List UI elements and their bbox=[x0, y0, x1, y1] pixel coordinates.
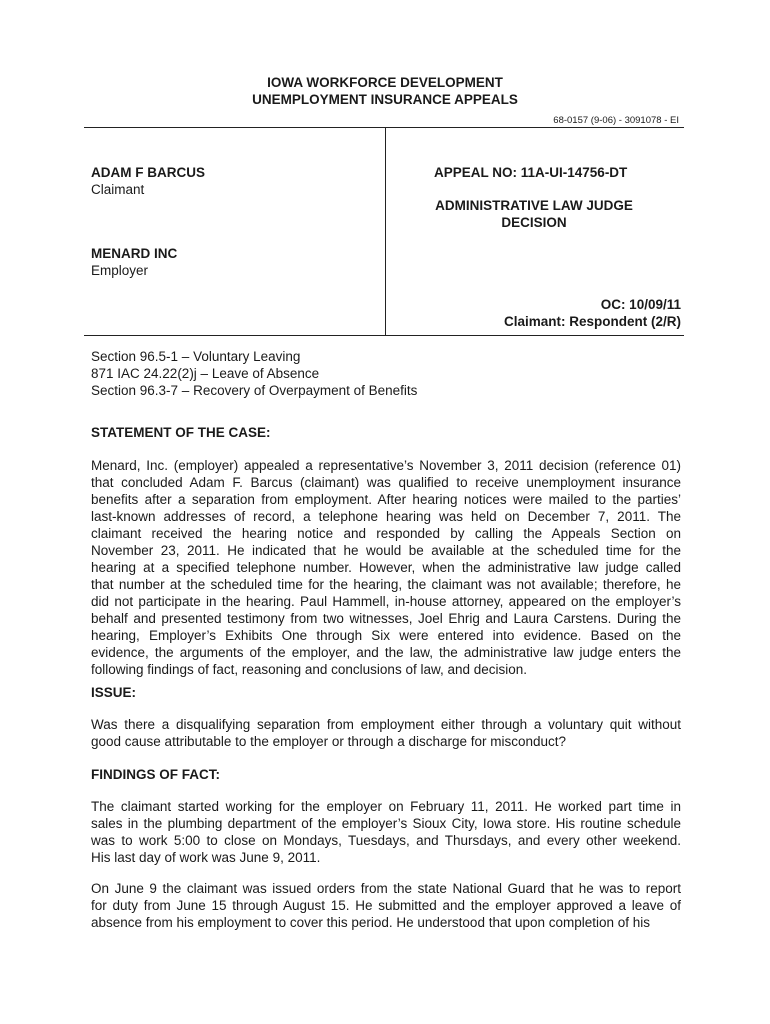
text-line: sales in the plumbing department of the employer’s Sioux City, Iowa store. His routine schedule bbox=[91, 816, 681, 831]
caption-rule bbox=[84, 335, 684, 336]
header-subtitle: UNEMPLOYMENT INSURANCE APPEALS bbox=[252, 92, 518, 107]
employer-name: MENARD INC bbox=[91, 246, 178, 261]
claimant-status: Claimant: Respondent (2/R) bbox=[503, 314, 681, 329]
decision-title: ADMINISTRATIVE LAW JUDGE bbox=[435, 198, 633, 213]
text-line: Was there a disqualifying separation from employment either through a voluntary quit without bbox=[91, 717, 681, 732]
text-line: last-known addresses of record, a telephone hearing was held on December 7, 2011. The bbox=[91, 509, 681, 524]
text-line: Menard, Inc. (employer) appealed a representative’s November 3, 2011 decision (reference 01) bbox=[91, 458, 681, 473]
text-line: benefits after a separation from employment. After hearing notices were mailed to the parties’ bbox=[91, 492, 681, 507]
claimant-name: ADAM F BARCUS bbox=[91, 165, 205, 180]
text-line: His last day of work was June 9, 2011. bbox=[91, 850, 321, 865]
text-line: did not participate in the hearing. Paul Hammell, in-house attorney, appeared on the employer’s bbox=[91, 594, 681, 609]
text-line: for duty from June 15 through August 15. He submitted and the employer approved a leave of bbox=[91, 898, 681, 913]
decision-subtitle: DECISION bbox=[501, 215, 567, 230]
employer-role: Employer bbox=[91, 263, 149, 278]
statement-heading: STATEMENT OF THE CASE: bbox=[91, 425, 271, 440]
text-line: On June 9 the claimant was issued orders from the state National Guard that he was to report bbox=[91, 881, 681, 896]
vertical-divider bbox=[385, 127, 386, 336]
claimant-role: Claimant bbox=[91, 182, 145, 197]
section-citation: Section 96.3-7 – Recovery of Overpayment of Benefits bbox=[91, 383, 418, 398]
issue-heading: ISSUE: bbox=[91, 685, 137, 700]
text-line: evidence, the arguments of the employer, and the law, the administrative law judge enters the bbox=[91, 645, 681, 660]
text-line: November 23, 2011. He indicated that he would be available at the scheduled time for the bbox=[91, 543, 681, 558]
text-line: The claimant started working for the employer on February 11, 2011. He worked part time in bbox=[91, 799, 681, 814]
text-line: hearing, Employer’s Exhibits One through Six were entered into evidence. Based on the bbox=[91, 628, 681, 643]
header-title: IOWA WORKFORCE DEVELOPMENT bbox=[267, 75, 503, 90]
text-line: claimant received the hearing notice and responded by calling the Appeals Section on bbox=[91, 526, 681, 541]
text-line: following findings of fact, reasoning and conclusions of law, and decision. bbox=[91, 662, 528, 677]
header-rule bbox=[84, 127, 684, 128]
text-line: was to work 5:00 to close on Mondays, Tuesdays, and Thursdays, and every other weekend. bbox=[91, 833, 681, 848]
findings-paragraph-2 bbox=[91, 880, 681, 931]
text-line: that concluded Adam F. Barcus (claimant) was qualified to receive unemployment insurance bbox=[91, 475, 681, 490]
form-code: 68-0157 (9-06) - 3091078 - EI bbox=[553, 115, 679, 126]
issue-paragraph bbox=[91, 716, 681, 750]
text-line: that number at the scheduled time for the hearing, the claimant was not available; therefore, he bbox=[91, 577, 681, 592]
statement-paragraph bbox=[91, 457, 681, 678]
text-line: good cause attributable to the employer or through a discharge for misconduct? bbox=[91, 734, 567, 749]
section-citation: Section 96.5-1 – Voluntary Leaving bbox=[91, 349, 301, 364]
findings-paragraph-1 bbox=[91, 798, 681, 866]
text-line: behalf and presented testimony from two witnesses, Joel Ehrig and Laura Carstens. During the bbox=[91, 611, 681, 626]
text-line: hearing at a specified telephone number. However, when the administrative law judge called bbox=[91, 560, 681, 575]
appeal-number: APPEAL NO: 11A-UI-14756-DT bbox=[434, 165, 628, 180]
oc-date: OC: 10/09/11 bbox=[600, 297, 681, 312]
text-line: absence from his employment to cover this period. He understood that upon completion of his bbox=[91, 915, 651, 930]
findings-heading: FINDINGS OF FACT: bbox=[91, 767, 220, 782]
section-citation: 871 IAC 24.22(2)j – Leave of Absence bbox=[91, 366, 320, 381]
